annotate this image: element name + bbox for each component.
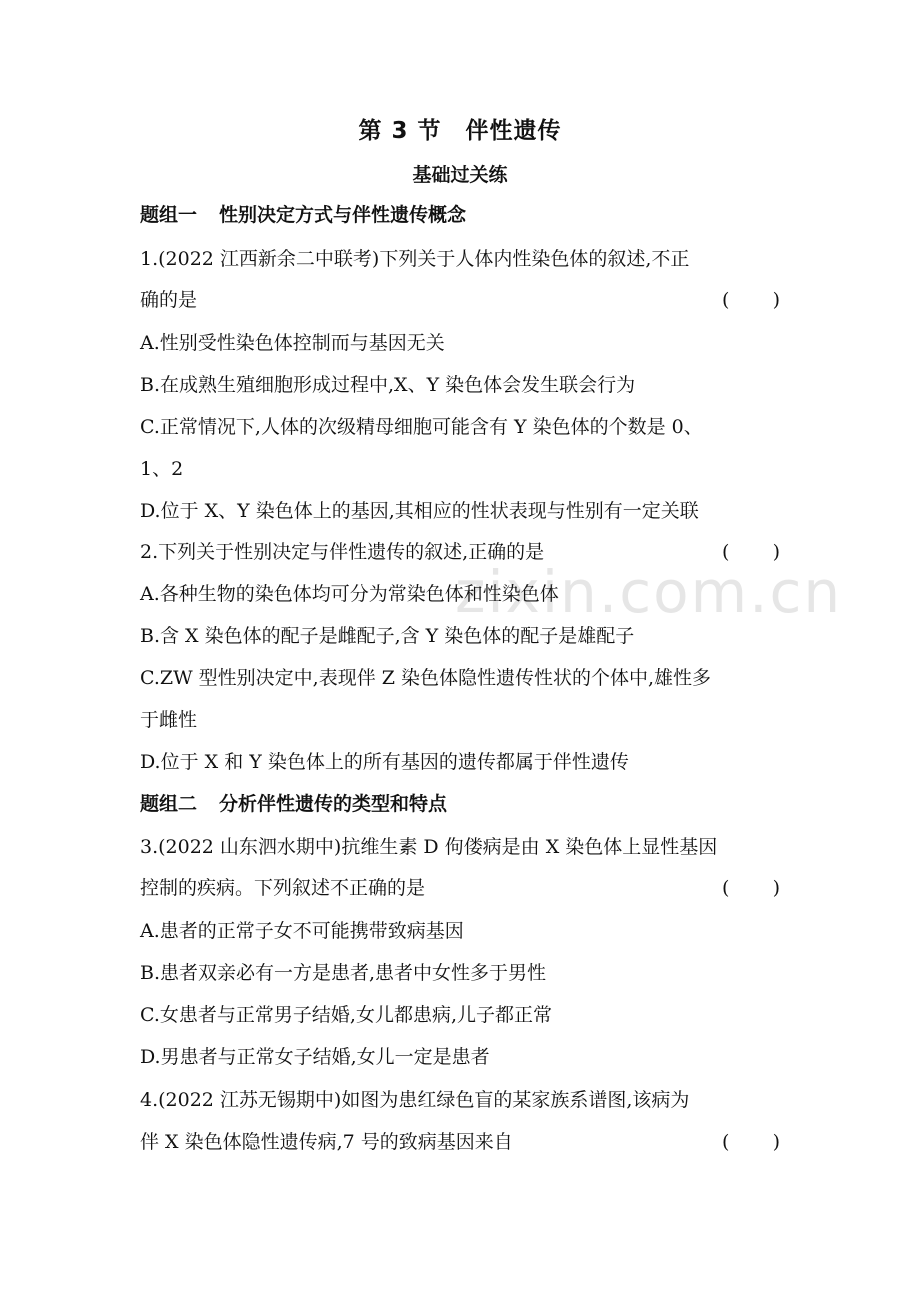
- question-1-stem-line2: 确的是 ( ): [140, 286, 780, 314]
- question-1-option-c-line1: C.正常情况下,人体的次级精母细胞可能含有 Y 染色体的个数是 0、: [140, 416, 703, 438]
- question-2-option-b: B.含 X 染色体的配子是雌配子,含 Y 染色体的配子是雄配子: [140, 625, 635, 647]
- question-3-option-c: C.女患者与正常男子结婚,女儿都患病,儿子都正常: [140, 1004, 552, 1026]
- watermark: zixin.com.cn: [455, 558, 843, 626]
- question-3-stem-line2: 控制的疾病。下列叙述不正确的是 ( ): [140, 874, 780, 902]
- question-1-option-d: D.位于 X、Y 染色体上的基因,其相应的性状表现与性别有一定关联: [140, 500, 699, 522]
- answer-blank: ( ): [722, 1131, 780, 1153]
- question-2-option-d: D.位于 X 和 Y 染色体上的所有基因的遗传都属于伴性遗传: [140, 751, 629, 773]
- question-1-option-c-line2: 1、2: [140, 458, 184, 480]
- group-text: 性别决定方式与伴性遗传概念: [219, 204, 467, 226]
- group-heading-2: [140, 790, 780, 818]
- question-3-option-b: B.患者双亲必有一方是患者,患者中女性多于男性: [140, 962, 547, 984]
- question-2-option-a: A.各种生物的染色体均可分为常染色体和性染色体: [140, 583, 559, 605]
- question-2-stem: 2.下列关于性别决定与伴性遗传的叙述,正确的是 ( ): [140, 538, 780, 566]
- group-heading-1: [140, 201, 780, 229]
- group-label: 题组一: [140, 204, 198, 226]
- answer-blank: ( ): [722, 541, 780, 563]
- question-4-stem-line1: 4.(2022 江苏无锡期中)如图为患红绿色盲的某家族系谱图,该病为: [140, 1089, 690, 1111]
- question-4-stem-line2: 伴 X 染色体隐性遗传病,7 号的致病基因来自 ( ): [140, 1128, 780, 1156]
- group-label: 题组二: [140, 793, 198, 815]
- question-3-option-a: A.患者的正常子女不可能携带致病基因: [140, 920, 464, 942]
- question-2-option-c-line1: C.ZW 型性别决定中,表现伴 Z 染色体隐性遗传性状的个体中,雄性多: [140, 667, 712, 689]
- question-1-option-a: A.性别受性染色体控制而与基因无关: [140, 332, 445, 354]
- question-2-option-c-line2: 于雌性: [140, 709, 198, 731]
- question-3-option-d: D.男患者与正常女子结婚,女儿一定是患者: [140, 1046, 490, 1068]
- page-title: 第 3 节 伴性遗传: [358, 118, 562, 144]
- answer-blank: ( ): [722, 289, 780, 311]
- group-text: 分析伴性遗传的类型和特点: [219, 793, 448, 815]
- question-1-stem-line1: 1.(2022 江西新余二中联考)下列关于人体内性染色体的叙述,不正: [140, 248, 690, 270]
- question-1-option-b: B.在成熟生殖细胞形成过程中,X、Y 染色体会发生联会行为: [140, 374, 636, 396]
- section-subtitle: 基础过关练: [412, 164, 508, 186]
- question-3-stem-line1: 3.(2022 山东泗水期中)抗维生素 D 佝偻病是由 X 染色体上显性基因: [140, 836, 718, 858]
- answer-blank: ( ): [722, 877, 780, 899]
